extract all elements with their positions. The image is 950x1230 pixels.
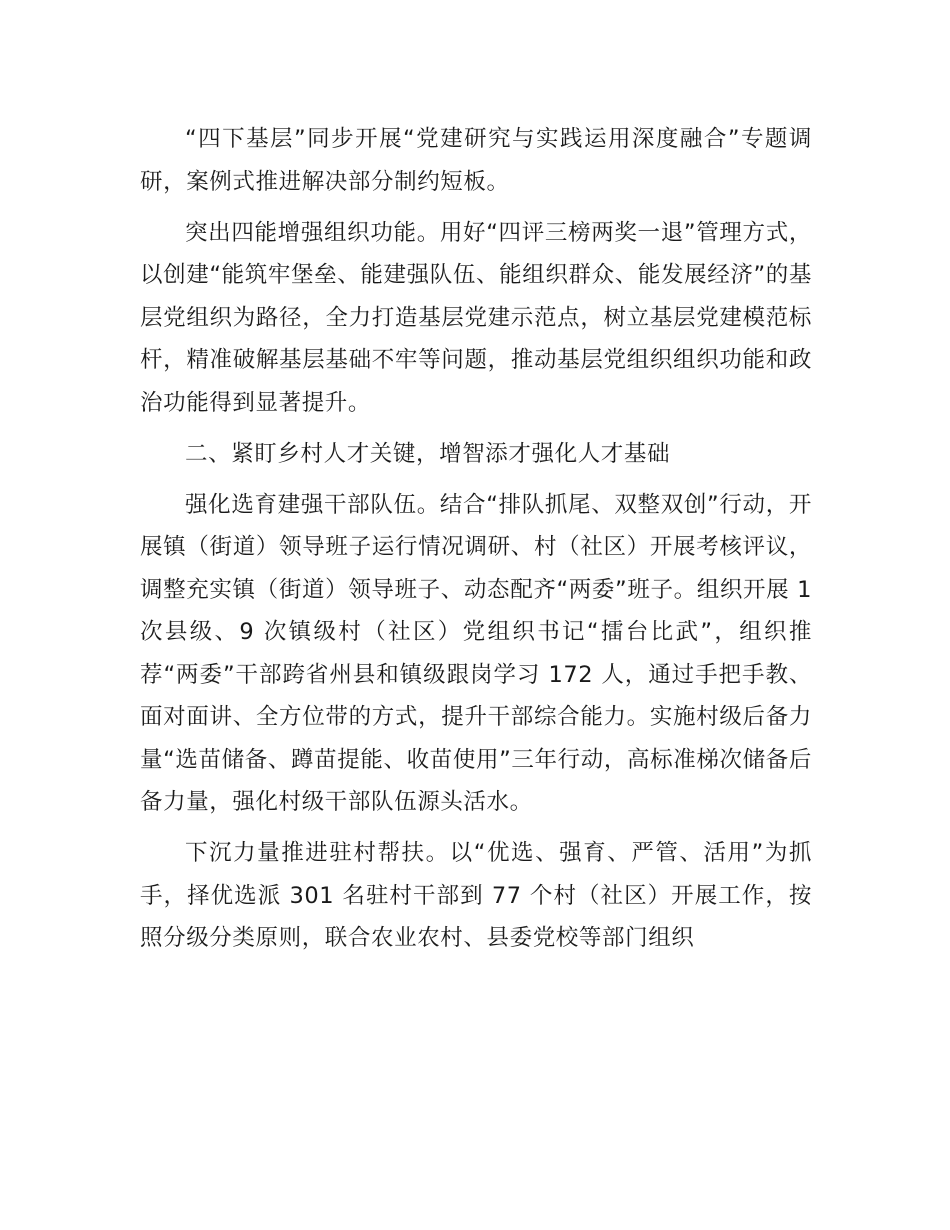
- paragraph-organization-function: 突出四能增强组织功能。用好“四评三榜两奖一退”管理方式，以创建“能筑牢堡垒、能建强队伍、能组织群众、能发展经济”的基层党组织为路径，全力打造基层党建示范点，树立基层党建模范标杆，精准破解基层基础不牢等问题，推动基层党组织组织功能和政治功能得到显著提升。: [140, 219, 812, 416]
- paragraph-research-continuation: “四下基层”同步开展“党建研究与实践运用深度融合”专题调研，案例式推进解决部分制约短板。: [140, 126, 812, 195]
- paragraph-cadre-team: 强化选育建强干部队伍。结合“排队抓尾、双整双创”行动，开展镇（街道）领导班子运行情况调研、村（社区）开展考核评议，调整充实镇（街道）领导班子、动态配齐“两委”班子。组织开展 1 次县级、9 次镇级村（社区）党组织书记“擂台比武”，组织推荐“两委”干部跨省州县和镇级跟岗学习 172 人，通过手把手教、面对面讲、全方位带的方式，提升干部综合能力。实施村级后备力量“选苗储备、蹲苗提能、收苗使用”三年行动，高标准梯次储备后备力量，强化村级干部队伍源头活水。: [140, 491, 812, 815]
- section-heading-talent: 二、紧盯乡村人才关键，增智添才强化人才基础: [185, 440, 671, 467]
- paragraph-village-assistance: 下沉力量推进驻村帮扶。以“优选、强育、严管、活用”为抓手，择优选派 301 名驻村干部到 77 个村（社区）开展工作，按照分级分类原则，联合农业农村、县委党校等部门组织: [140, 840, 812, 951]
- document-body: [140, 118, 812, 968]
